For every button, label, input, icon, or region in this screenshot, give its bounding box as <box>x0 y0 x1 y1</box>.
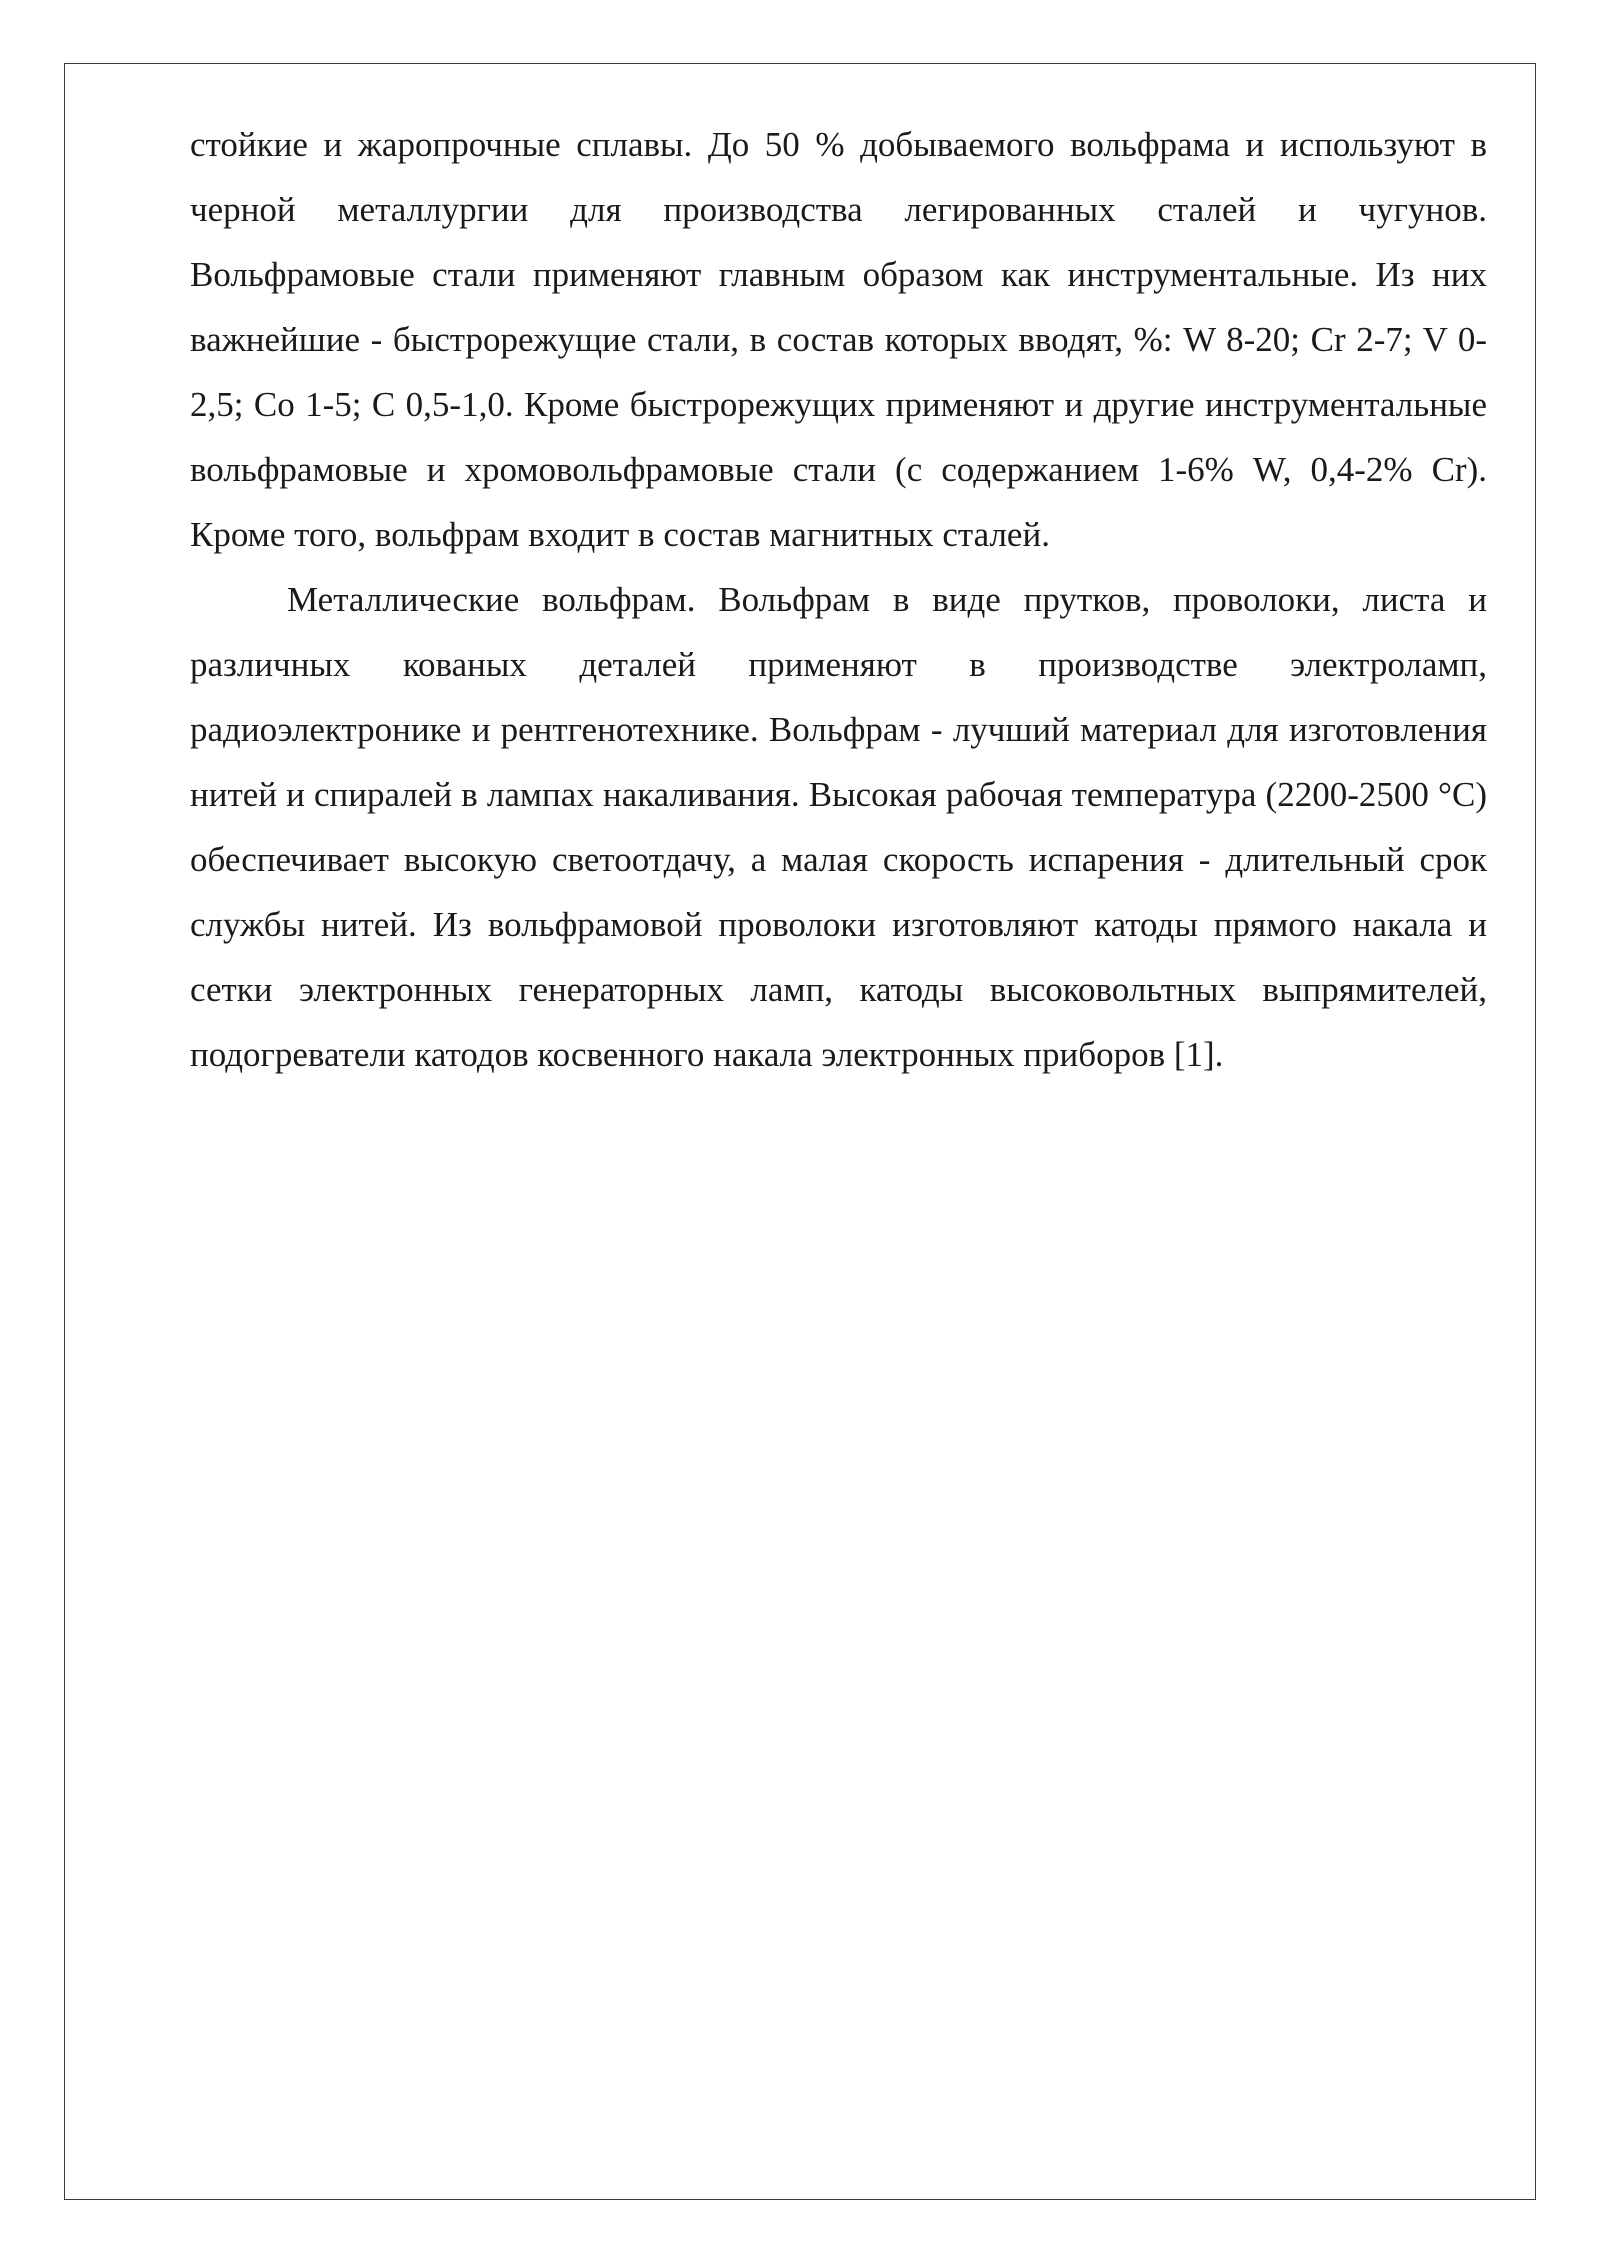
document-body <box>190 112 1487 1087</box>
paragraph-metallic-tungsten: Металлические вольфрам. Вольфрам в виде прутков, проволоки, листа и различных кованых деталей применяют в производстве электроламп, радиоэлектронике и рентгенотехнике. Вольфрам - лучший материал для изготовления нитей и спиралей в лампах накаливания. Высокая рабочая температура (2200-2500 °С) обеспечивает высокую светоотдачу, а малая скорость испарения - длительный срок службы нитей. Из вольфрамовой проволоки изготовляют катоды прямого накала и сетки электронных генераторных ламп, катоды высоковольтных выпрямителей, подогреватели катодов косвенного накала электронных приборов [1]. <box>190 580 1487 1074</box>
paragraph-continuation: стойкие и жаропрочные сплавы. До 50 % добываемого вольфрама и используют в черной металлургии для производства легированных сталей и чугунов. Вольфрамовые стали применяют главным образом как инструментальные. Из них важнейшие - быстрорежущие стали, в состав которых вводят, %: W 8-20; Cr 2-7; V 0-2,5; Co 1-5; C 0,5-1,0. Кроме быстрорежущих применяют и другие инструментальные вольфрамовые и хромовольфрамовые стали (с содержанием 1-6% W, 0,4-2% Cr). Кроме того, вольфрам входит в состав магнитных сталей. <box>190 125 1487 554</box>
